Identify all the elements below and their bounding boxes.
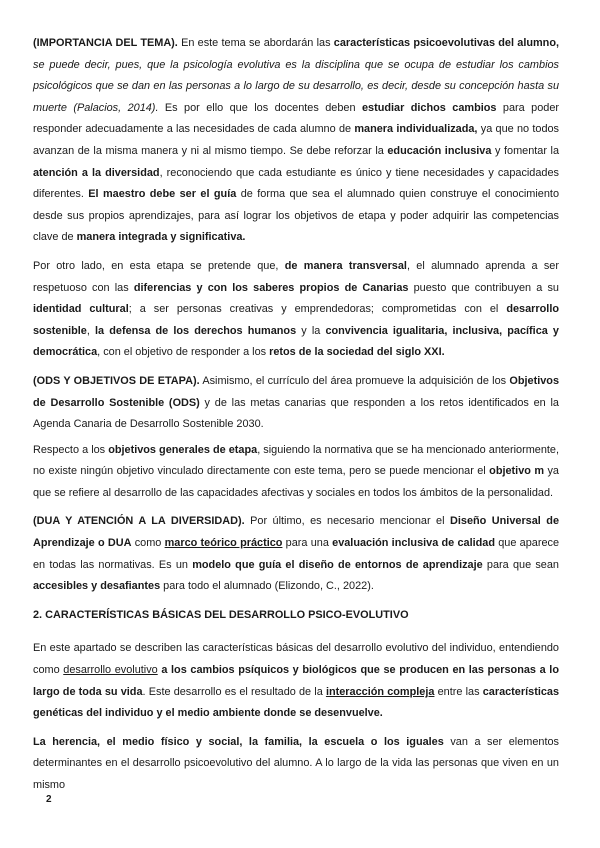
text-run: La herencia, el medio físico y social, la familia, la escuela o los iguales: [33, 735, 444, 748]
text-run: ,: [86, 324, 96, 337]
text-run: van a ser elementos determinantes en el desarrollo psicoevolutivo del alumno. A lo largo de la vida las personas que viven en un mismo: [33, 735, 559, 791]
text-run: de manera transversal: [284, 259, 407, 272]
text-run: accesibles y desafiantes: [33, 580, 161, 593]
text-run: En este tema se abordarán las: [177, 37, 334, 49]
text-run: (ODS Y OBJETIVOS DE ETAPA).: [33, 374, 200, 387]
text-run: En este apartado se describen las características básicas del desarrollo evolutivo del individuo, entendiendo como: [33, 642, 559, 677]
text-run: . Este desarrollo es el resultado de la: [142, 685, 326, 698]
text-run: a los cambios psíquicos y biológicos que se producen en las personas a lo largo de toda su vida: [33, 664, 559, 698]
text-run: para una: [282, 537, 333, 550]
text-run: Es por ello que los docentes deben: [158, 101, 362, 114]
text-run: retos de la sociedad del siglo XXI.: [269, 346, 445, 359]
paragraph-otro-lado: [33, 256, 559, 364]
text-run: Diseño Universal de Aprendizaje o DUA: [33, 515, 559, 550]
text-run: , con el objetivo de responder a los: [97, 346, 270, 359]
text-run: se puede decir, pues, que la psicología evolutiva es la disciplina que se ocupa de estudiar los cambios psicológicos que se dan en las personas a lo largo de su desarrollo, es decir, desde su concepción hasta su muerte (Palacios, 2014).: [33, 58, 559, 114]
text-run: objetivo m: [489, 465, 545, 478]
document-body: [33, 33, 559, 804]
text-run: ; a ser personas creativas y emprendedoras; comprometidas con el: [128, 303, 507, 316]
text-run: , reconociendo que cada estudiante es único y tiene necesidades y capacidades diferentes.: [33, 166, 559, 201]
text-run: y fomentar la: [491, 144, 560, 157]
text-run: desarrollo sostenible: [33, 303, 559, 337]
paragraph-importancia: [33, 33, 559, 249]
text-run: de forma que sea el alumnado quien construye el conocimiento desde sus propios aprendizajes, para así lograr los objetivos de etapa y poder adquirir las competencias clave de: [33, 188, 559, 244]
text-run: atención a la diversidad: [33, 166, 160, 179]
text-run: manera integrada y significativa.: [76, 231, 246, 244]
text-run: El maestro debe ser el guía: [88, 188, 237, 201]
page-number: 2: [46, 794, 52, 805]
text-run: objetivos generales de etapa: [108, 443, 258, 456]
text-run: ya que se refiere al desarrollo de las capacidades afectivas y sociales en todos los ámbitos de la personalidad.: [33, 465, 559, 499]
text-run: características psicoevolutivas del alumno,: [333, 37, 560, 49]
text-run: evaluación inclusiva de calidad: [332, 537, 495, 550]
text-run: educación inclusiva: [387, 144, 492, 157]
text-run: y la: [296, 324, 326, 337]
text-run: Respecto a los: [33, 443, 109, 456]
text-run: , siguiendo la normativa que se ha mencionado anteriormente, no existe ningún objetivo vinculado directamente con este tema, pero se puede mencionar el: [33, 443, 559, 478]
text-run: la defensa de los derechos humanos: [95, 324, 297, 337]
text-run: Por último, es necesario mencionar el: [244, 515, 451, 528]
text-run: (DUA Y ATENCIÓN A LA DIVERSIDAD).: [33, 515, 245, 528]
text-run: identidad cultural: [33, 303, 129, 316]
paragraph-ods: [33, 371, 559, 436]
text-run: y de las metas canarias que responden a los retos identificados en la Agenda Canaria de Desarrollo Sostenible 2030.: [33, 396, 559, 431]
text-run: para poder responder adecuadamente a las necesidades de cada alumno de: [33, 101, 560, 136]
text-run: Asimismo, el currículo del área promueve la adquisición de los: [199, 374, 510, 387]
text-run: 2. CARACTERÍSTICAS BÁSICAS DEL DESARROLLO PSICO-EVOLUTIVO: [33, 608, 409, 621]
text-run: que aparece en todas las normativas. Es un: [33, 537, 560, 571]
text-run: desarrollo evolutivo: [63, 664, 158, 677]
text-run: entre las: [434, 685, 483, 698]
text-run: ya que no todos avanzan de la misma manera y ni al mismo tiempo. Se debe reforzar la: [33, 123, 560, 157]
text-run: para todo el alumnado (Elizondo, C., 2022).: [160, 580, 374, 593]
text-run: diferencias y con los saberes propios de Canarias: [133, 281, 409, 294]
text-run: manera individualizada,: [354, 123, 478, 136]
text-run: modelo que guía el diseño de entornos de aprendizaje: [192, 558, 483, 571]
paragraph-objetivos: [33, 440, 559, 505]
text-run: convivencia igualitaria, inclusiva, pacífica y democrática: [33, 324, 559, 359]
text-run: para que sean: [482, 558, 559, 571]
text-run: estudiar dichos cambios: [361, 101, 497, 114]
text-run: como: [131, 537, 165, 550]
text-run: puesto que contribuyen a su: [408, 281, 559, 294]
text-run: (IMPORTANCIA DEL TEMA).: [33, 37, 178, 49]
text-run: Objetivos de Desarrollo Sostenible (ODS): [33, 374, 559, 409]
paragraph-herencia: [33, 732, 559, 797]
text-run: Por otro lado, en esta etapa se pretende que,: [33, 259, 285, 272]
text-run: características genéticas del individuo y el medio ambiente donde se desenvuelve.: [33, 685, 560, 720]
paragraph-dua: [33, 511, 559, 597]
paragraph-apartado: [33, 638, 559, 724]
text-run: interacción compleja: [325, 685, 435, 698]
text-run: marco teórico práctico: [164, 537, 283, 550]
text-run: , el alumnado aprenda a ser respetuoso con las: [33, 259, 559, 294]
paragraph-section2: [33, 605, 559, 627]
